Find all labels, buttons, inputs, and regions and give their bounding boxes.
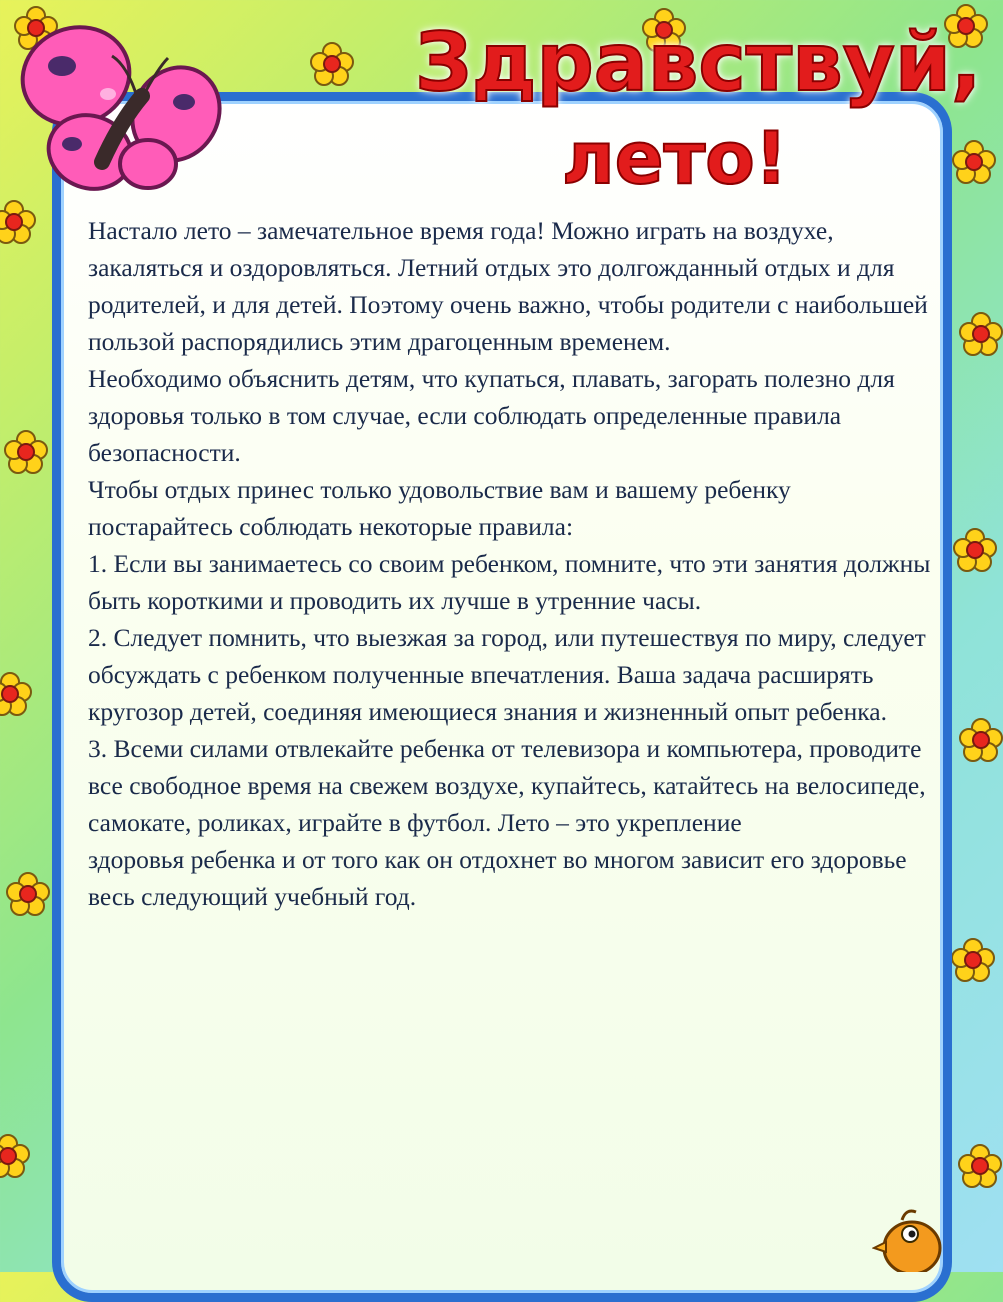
paragraph-intro: Настало лето – замечательное время года! Можно играть на воздухе, закаляться и оздоровляться. Летний отдых это долгожданный отдых и для родителей, и для детей. Поэтому очень важно, чтобы родители с наибольшей пользой распорядились этим драгоценным временем. (88, 216, 928, 356)
article-body (88, 212, 933, 915)
flower-icon (951, 938, 995, 982)
paragraph-closing: здоровья ребенка и от того как он отдохнет во многом зависит его здоровье весь следующий учебный год. (88, 845, 907, 911)
flower-icon (959, 312, 1003, 356)
bird-icon (872, 1198, 942, 1272)
flower-icon (959, 718, 1003, 762)
flower-icon (4, 430, 48, 474)
rule-3: 3. Всеми силами отвлекайте ребенка от телевизора и компьютера, проводите все свободное время на свежем воздухе, купайтесь, катайтесь на велосипеде, самокате, роликах, играйте в футбол. Лето – это укрепление (88, 734, 926, 837)
paragraph-safety: Необходимо объяснить детям, что купаться, плавать, загорать полезно для здоровья только в том случае, если соблюдать определенные правила безопасности. (88, 364, 895, 467)
flower-icon (0, 672, 32, 716)
flower-icon (0, 200, 36, 244)
flower-icon (6, 872, 50, 916)
paragraph-rules-intro: Чтобы отдых принес только удовольствие вам и вашему ребенку постарайтесь соблюдать некоторые правила: (88, 475, 791, 541)
page-title-line-1: Здравствуй, (415, 16, 982, 109)
flower-icon (958, 1144, 1002, 1188)
flower-icon (0, 1134, 30, 1178)
rule-2: 2. Следует помнить, что выезжая за город, или путешествуя по миру, следует обсуждать с ребенком полученные впечатления. Ваша задача расширять кругозор детей, соединяя имеющиеся знания и жизненный опыт ребенка. (88, 623, 926, 726)
butterfly-icon (8, 4, 228, 204)
flower-icon (310, 42, 354, 86)
rule-1: 1. Если вы занимаетесь со своим ребенком, помните, что эти занятия должны быть короткими и проводить их лучше в утренние часы. (88, 549, 931, 615)
flower-icon (952, 140, 996, 184)
flower-icon (953, 528, 997, 572)
page-title-line-2: лето! (562, 116, 788, 200)
